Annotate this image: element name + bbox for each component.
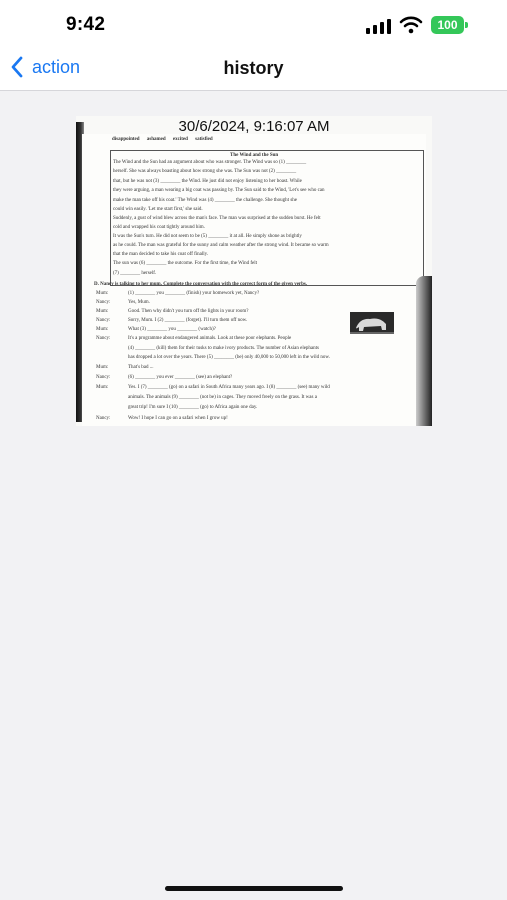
dialogue-speaker: Nancy: [96,375,111,380]
battery-indicator: 100 [431,16,464,34]
story-line: Suddenly, a gust of wind blew across the man's face. The man was surprised at the sudden burst. He felt [113,216,321,221]
exercise-title: D. Nancy is talking to her mum. Complete the conversation with the correct form of the given verbs. [94,282,308,287]
elephant-illustration [350,312,394,334]
story-line: (7) ________ herself. [113,271,157,276]
story-line: make the man take off his coat.' The Wind was (4) ________ the challenge. She thought she [113,198,297,203]
cellular-signal-icon [366,18,392,34]
dialogue-speaker: Nancy: [96,336,111,341]
status-bar [0,0,507,50]
worksheet-photo[interactable] [76,116,432,426]
story-line: that, but he was not (3) ________ the Wind. He just did not enjoy listening to her boast. While [113,179,302,184]
dialogue-speaker: Nancy: [96,416,111,421]
dialogue-line: (4) ________ (kill) them for their tusks to make ivory products. The number of Asian elephants [128,346,319,351]
battery-cap [465,22,468,28]
back-button-label: action [32,56,81,77]
dialogue-speaker: Nancy: [96,300,111,305]
dialogue-line: It's a programme about endangered animals. Look at these poor elephants. People [128,336,292,341]
dialogue-line: Yes. I (7) ________ (go) on a safari in South Africa many years ago. I (8) ________ (see) many wild [128,385,330,390]
dialogue-line: has dropped a lot over the years. There (5) ________ (be) only 40,000 to 50,000 left in the wild now. [128,355,330,360]
dialogue-line: (1) ________ you ________ (finish) your homework yet, Nancy? [128,291,260,296]
dialogue-speaker: Mum: [96,309,109,314]
story-line: as he could. The man was grateful for the sunny and calm weather after the strong wind. It became so warm [113,243,329,248]
story-line: herself. She was always boasting about how strong she was. The Sun was not (2) ________ [113,169,297,174]
dialogue-speaker: Mum: [96,365,109,370]
story-line: The Wind and the Sun had an argument about who was stronger. The Wind was so (1) ________ [113,160,307,165]
photo-timestamp: 30/6/2024, 9:16:07 AM [178,118,330,135]
dialogue-speaker: Mum: [96,291,109,296]
story-title: The Wind and the Sun [230,153,279,158]
navigation-bar [0,50,507,91]
dialogue-speaker: Nancy: [96,318,111,323]
story-line: could win easily. 'Let me start first,' she said. [113,207,203,212]
dialogue-line: (6) ________ you ever ________ (see) an elephant? [128,375,233,380]
dialogue-line: That's bad ... [128,365,154,370]
dialogue-line: Good. Then why didn't you turn off the lights in your room? [128,309,249,314]
story-line: The sun was (6) ________ the outcome. For the first time, the Wind felt [113,261,257,266]
page-edge-shadow [416,276,432,426]
page-title: history [223,58,284,78]
status-time: 9:42 [66,14,106,35]
dialogue-line: Yes, Mum. [128,300,150,305]
word-box-item: ashamed [146,137,166,142]
word-box-item: satisfied [195,137,213,142]
dialogue-line: Wow! I hope I can go on a safari when I grow up! [128,416,228,421]
dialogue-line: What (3) ________ you ________ (watch)? [128,327,216,332]
story-line: It was the Sun's turn. He did not seem to be (5) ________ it at all. He simply shone as brightly [113,234,302,239]
dialogue-line: animals. The animals (9) ________ (not be) in cages. They moved freely on the grass. It was a [128,395,317,400]
dialogue-line: Sorry, Mum. I (2) ________ (forget). I'll turn them off now. [128,318,248,323]
elephant-icon [350,312,394,334]
story-line: that the man decided to take his coat off finally. [113,252,209,257]
word-box-item: disappointed [112,137,140,142]
story-line: they were arguing, a man wearing a big coat was passing by. The Sun said to the Wind, 'Let's see who can [113,188,325,193]
story-line: cold and wrapped his coat tightly around him. [113,225,205,230]
worksheet-page [82,134,426,426]
dialogue-speaker: Mum: [96,385,109,390]
home-indicator[interactable] [165,886,343,891]
word-box [112,137,213,142]
word-box-item: excited [172,137,188,142]
dialogue-line: great trip! I'm sure I (10) ________ (go) to Africa again one day. [128,405,258,410]
wifi-icon [399,16,423,34]
dialogue-speaker: Mum: [96,327,109,332]
